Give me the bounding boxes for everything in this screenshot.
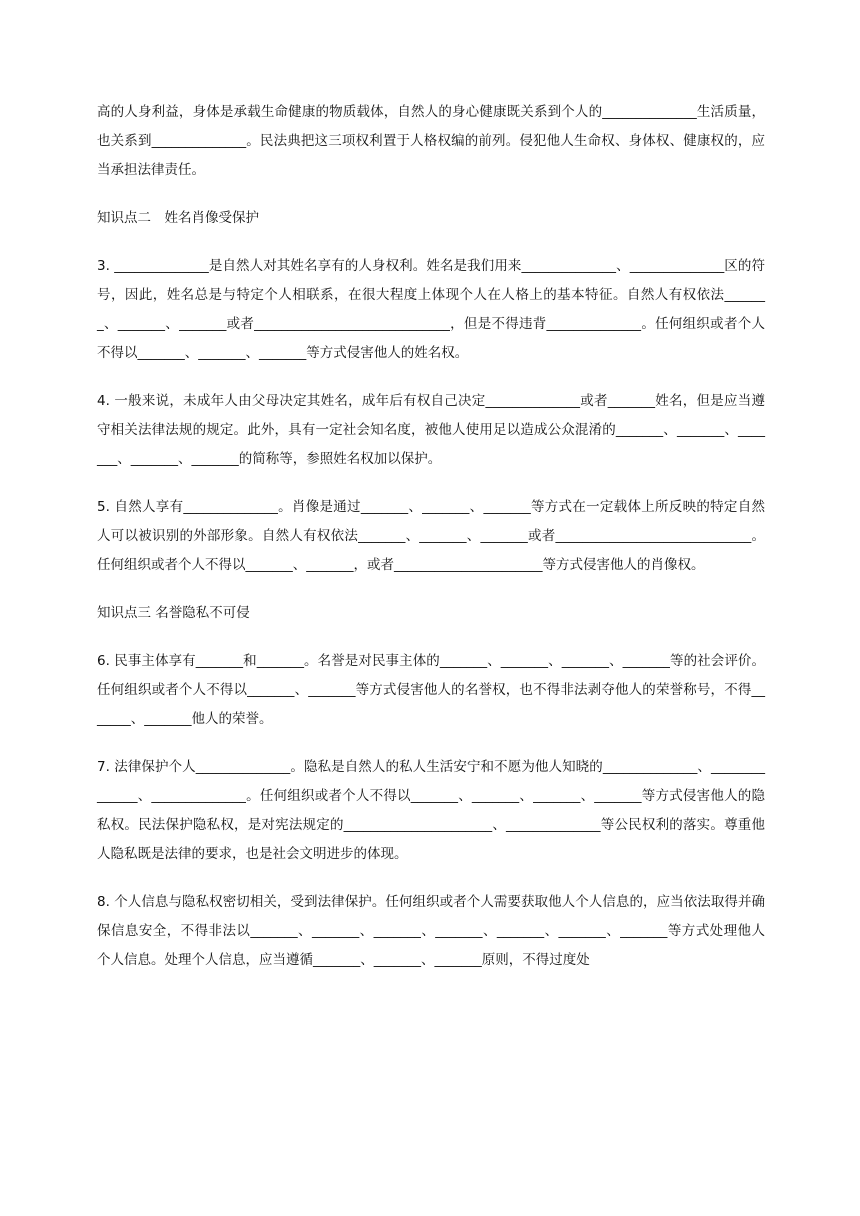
question-3: 3. ______________是自然人对其姓名享有的人身权利。姓名是我们用来______________、______________区的符号，因此，姓名总是与特定个人相联系，在很大程度上体现个人在人格上的基本特征。自然人有权依法_______、_______、_______或者_____________________________，但是不得违背______________。任何组织或者个人不得以_______、_______、_______等方式侵害他人的姓名权。 — [97, 258, 765, 361]
question-8: 8. 个人信息与隐私权密切相关，受到法律保护。任何组织或者个人需要获取他人个人信息的，应当依法取得并确保信息安全，不得非法以_______、_______、_______、_______、_______、_______、_______等方式处理他人个人信息。处理个人信息，应当遵循_______、_______、_______原则，不得过度处 — [97, 894, 765, 968]
intro-paragraph: 高的人身利益，身体是承载生命健康的物质载体，自然人的身心健康既关系到个人的______________生活质量，也关系到______________。民法典把这三项权利置于人格权编的前列。侵犯他人生命权、身体权、健康权的，应当承担法律责任。 — [97, 104, 765, 178]
section-heading-2: 知识点二 姓名肖像受保护 — [97, 210, 259, 226]
section-heading-3: 知识点三 名誉隐私不可侵 — [97, 605, 250, 621]
document-page — [97, 98, 765, 994]
question-6: 6. 民事主体享有_______和_______。名誉是对民事主体的_______、_______、_______、_______等的社会评价。任何组织或者个人不得以_______、_______等方式侵害他人的名誉权，也不得非法剥夺他人的荣誉称号，不得_______、_______他人的荣誉。 — [97, 653, 765, 727]
question-5: 5. 自然人享有______________。肖像是通过_______、_______、_______等方式在一定载体上所反映的特定自然人可以被识别的外部形象。自然人有权依法_______、_______、_______或者_____________________________。任何组织或者个人不得以_______、_______，或者______________________等方式侵害他人的肖像权。 — [97, 499, 765, 573]
question-4: 4. 一般来说，未成年人由父母决定其姓名，成年后有权自己决定______________或者_______姓名，但是应当遵守相关法律法规的规定。此外，具有一定社会知名度，被他人使用足以造成公众混淆的_______、_______、_______、_______、_______的简称等，参照姓名权加以保护。 — [97, 393, 765, 467]
question-7: 7. 法律保护个人______________。隐私是自然人的私人生活安宁和不愿为他人知晓的______________、______________、______________。任何组织或者个人不得以_______、_______、_______、_______等方式侵害他人的隐私权。民法保护隐私权，是对宪法规定的______________________、______________等公民权利的落实。尊重他人隐私既是法律的要求，也是社会文明进步的体现。 — [97, 759, 765, 862]
